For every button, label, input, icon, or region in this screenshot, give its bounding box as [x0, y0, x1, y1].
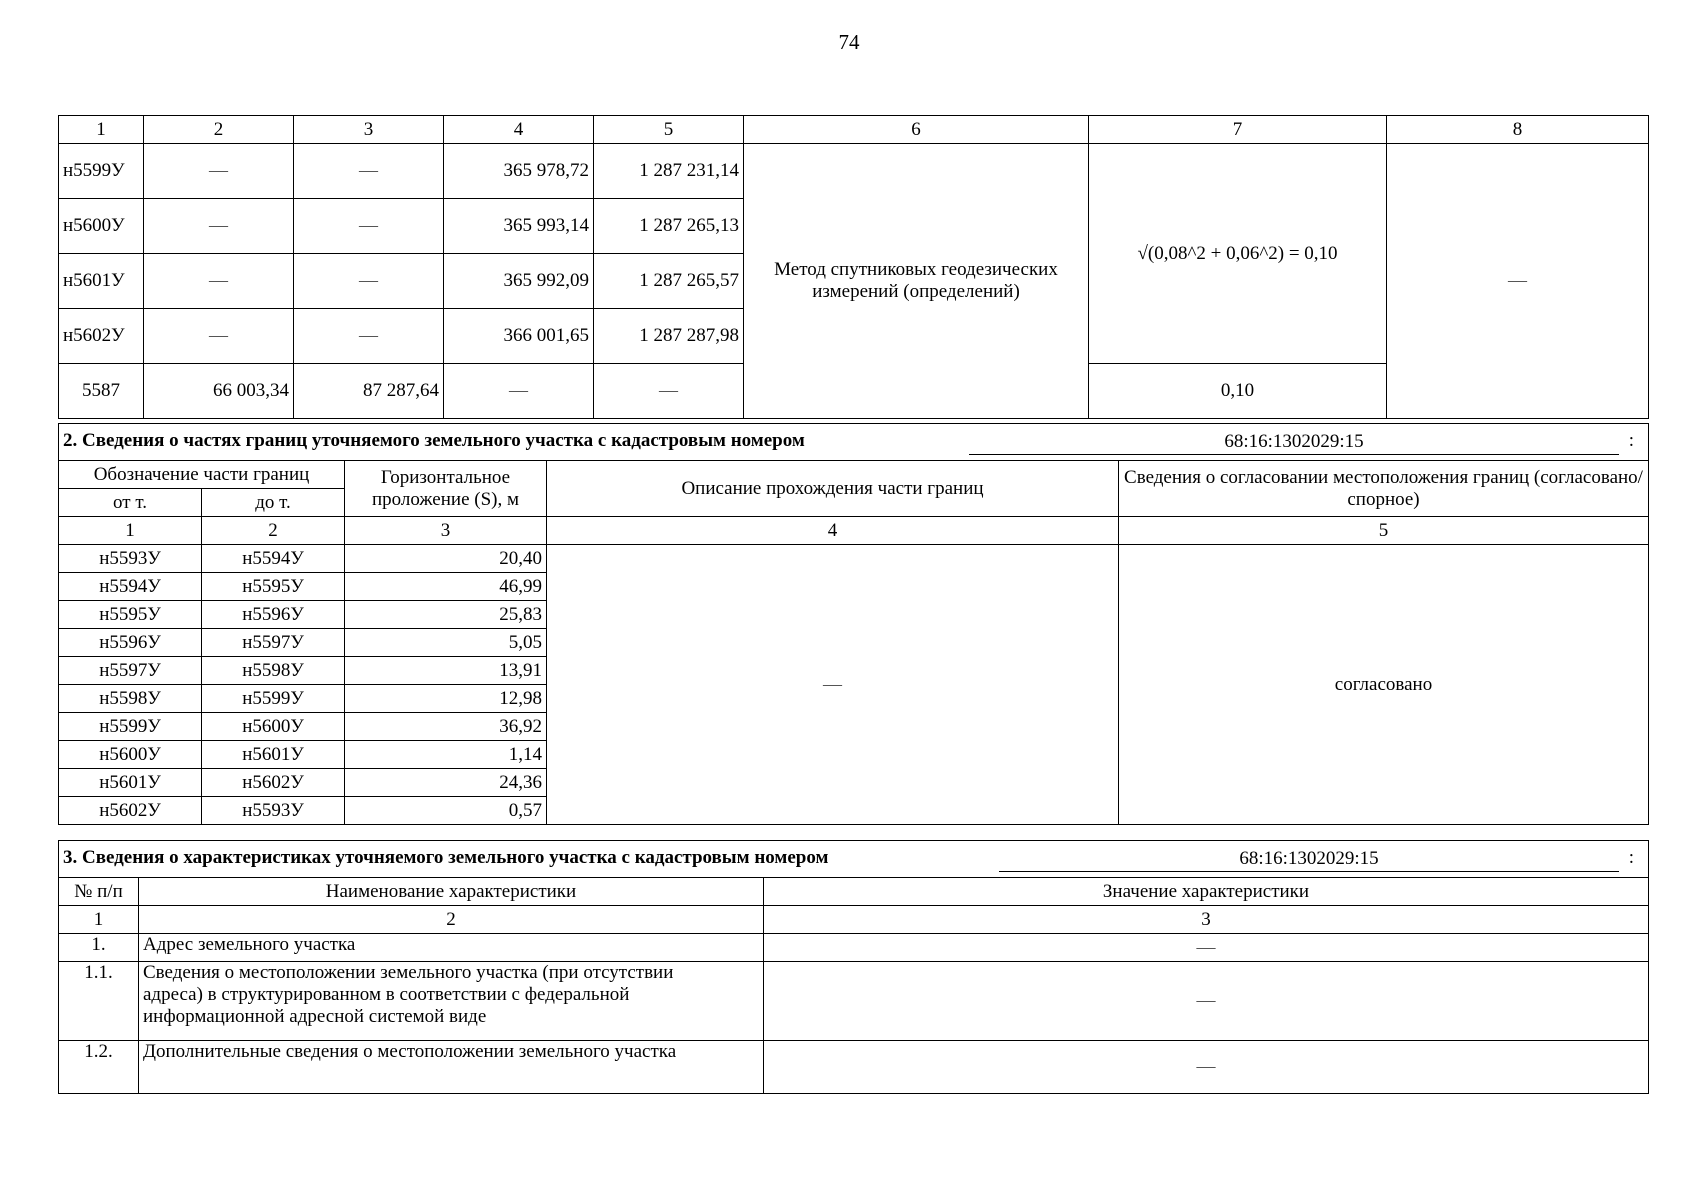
- horizontal-value: 24,36: [345, 769, 547, 797]
- accuracy-formula: √(0,08^2 + 0,06^2) = 0,10: [1089, 144, 1387, 364]
- description-header: Описание прохождения части границ: [547, 461, 1119, 517]
- num-header: № п/п: [59, 878, 139, 906]
- col-number-6: 6: [744, 116, 1089, 144]
- from-point: н5599У: [59, 713, 202, 741]
- page-number: 74: [838, 30, 860, 54]
- col-number-3: 3: [294, 116, 444, 144]
- from-point: н5596У: [59, 629, 202, 657]
- row-number: 1.1.: [59, 962, 139, 1041]
- coord-y: 1 287 265,13: [594, 199, 744, 254]
- table-row: [59, 545, 1649, 573]
- col-number-4: 4: [444, 116, 594, 144]
- horizontal-value: 36,92: [345, 713, 547, 741]
- from-point: н5593У: [59, 545, 202, 573]
- coord-x: 365 978,72: [444, 144, 594, 199]
- from-point: н5601У: [59, 769, 202, 797]
- horizontal-header: Горизонтальное проложение (S), м: [345, 461, 547, 517]
- table-row: [59, 144, 1649, 199]
- characteristics-table: [58, 840, 1649, 1094]
- from-point: н5602У: [59, 797, 202, 825]
- point-name: н5599У: [59, 144, 144, 199]
- to-point: н5598У: [202, 657, 345, 685]
- section-3-header: [59, 841, 1649, 878]
- value-header: Значение характеристики: [764, 878, 1649, 906]
- cell-value: 66 003,34: [144, 364, 294, 419]
- col-number-2: 2: [139, 906, 764, 934]
- to-point: н5601У: [202, 741, 345, 769]
- point-name: 5587: [59, 364, 144, 419]
- to-point: н5594У: [202, 545, 345, 573]
- coord-y: —: [594, 364, 744, 419]
- col-number-7: 7: [1089, 116, 1387, 144]
- colon: :: [1628, 847, 1634, 868]
- horizontal-value: 0,57: [345, 797, 547, 825]
- cell-value: —: [144, 254, 294, 309]
- characteristic-value: —: [764, 1041, 1649, 1094]
- characteristic-name: Адрес земельного участка: [139, 934, 764, 962]
- cadastral-number: 68:16:1302029:15: [969, 430, 1619, 455]
- to-point: н5595У: [202, 573, 345, 601]
- horizontal-value: 5,05: [345, 629, 547, 657]
- from-point: н5595У: [59, 601, 202, 629]
- row-number: 1.2.: [59, 1041, 139, 1094]
- col-number-3: 3: [764, 906, 1649, 934]
- section-3-title-cell: [59, 841, 1649, 878]
- col-number-1: 1: [59, 906, 139, 934]
- to-point: н5597У: [202, 629, 345, 657]
- coord-y: 1 287 287,98: [594, 309, 744, 364]
- part-designation-header: Обозначение части границ: [59, 461, 345, 489]
- characteristic-name: Сведения о местоположении земельного участка (при отсутствии адреса) в структурированном в соответствии с федеральной информационной адресной системой виде: [139, 962, 764, 1041]
- cell-value: —: [294, 144, 444, 199]
- from-point: н5600У: [59, 741, 202, 769]
- description-value: —: [547, 545, 1119, 825]
- cell-value: —: [144, 309, 294, 364]
- col-number-5: 5: [1119, 517, 1649, 545]
- from-point: н5598У: [59, 685, 202, 713]
- border-parts-table: [58, 423, 1649, 825]
- coord-y: 1 287 231,14: [594, 144, 744, 199]
- point-name: н5600У: [59, 199, 144, 254]
- column-number-row: [59, 116, 1649, 144]
- coord-x: 365 992,09: [444, 254, 594, 309]
- col-number-4: 4: [547, 517, 1119, 545]
- point-name: н5602У: [59, 309, 144, 364]
- column-number-row: [59, 906, 1649, 934]
- cell-value: —: [294, 309, 444, 364]
- to-point: н5596У: [202, 601, 345, 629]
- col-number-8: 8: [1387, 116, 1649, 144]
- from-header: от т.: [59, 489, 202, 517]
- characteristic-name: Дополнительные сведения о местоположении земельного участка: [139, 1041, 764, 1094]
- coordinates-table: [58, 115, 1649, 419]
- header-row: [59, 878, 1649, 906]
- agreement-header: Сведения о согласовании местоположения границ (согласовано/спорное): [1119, 461, 1649, 517]
- coord-y: 1 287 265,57: [594, 254, 744, 309]
- column-number-row: [59, 517, 1649, 545]
- section-2-header: [59, 424, 1649, 461]
- table-row: [59, 934, 1649, 962]
- section-title: 3. Сведения о характеристиках уточняемого земельного участка с кадастровым номером: [63, 847, 829, 868]
- col-number-2: 2: [144, 116, 294, 144]
- cell-value: —: [294, 254, 444, 309]
- col-number-1: 1: [59, 116, 144, 144]
- horizontal-value: 46,99: [345, 573, 547, 601]
- col-number-3: 3: [345, 517, 547, 545]
- cell-value: —: [294, 199, 444, 254]
- to-point: н5593У: [202, 797, 345, 825]
- horizontal-value: 20,40: [345, 545, 547, 573]
- from-point: н5594У: [59, 573, 202, 601]
- to-point: н5602У: [202, 769, 345, 797]
- section-title: 2. Сведения о частях границ уточняемого земельного участка с кадастровым номером: [63, 430, 805, 451]
- section-2-title-cell: [59, 424, 1649, 461]
- col8-value: —: [1387, 144, 1649, 419]
- coord-x: 365 993,14: [444, 199, 594, 254]
- col-number-1: 1: [59, 517, 202, 545]
- characteristic-value: —: [764, 934, 1649, 962]
- accuracy-last: 0,10: [1089, 364, 1387, 419]
- to-point: н5599У: [202, 685, 345, 713]
- coord-x: —: [444, 364, 594, 419]
- horizontal-value: 1,14: [345, 741, 547, 769]
- col-number-5: 5: [594, 116, 744, 144]
- name-header: Наименование характеристики: [139, 878, 764, 906]
- cadastral-number: 68:16:1302029:15: [999, 847, 1619, 872]
- colon: :: [1628, 430, 1635, 451]
- method-cell: Метод спутниковых геодезических измерений (определений): [744, 144, 1089, 419]
- horizontal-value: 25,83: [345, 601, 547, 629]
- table-row: [59, 1041, 1649, 1094]
- row-number: 1.: [59, 934, 139, 962]
- horizontal-value: 12,98: [345, 685, 547, 713]
- point-name: н5601У: [59, 254, 144, 309]
- cell-value: —: [144, 144, 294, 199]
- header-row: [59, 461, 1649, 489]
- horizontal-value: 13,91: [345, 657, 547, 685]
- from-point: н5597У: [59, 657, 202, 685]
- coord-x: 366 001,65: [444, 309, 594, 364]
- characteristic-value: —: [764, 962, 1649, 1041]
- to-header: до т.: [202, 489, 345, 517]
- col-number-2: 2: [202, 517, 345, 545]
- agreement-value: согласовано: [1119, 545, 1649, 825]
- to-point: н5600У: [202, 713, 345, 741]
- table-row: [59, 962, 1649, 1041]
- cell-value: 87 287,64: [294, 364, 444, 419]
- cell-value: —: [144, 199, 294, 254]
